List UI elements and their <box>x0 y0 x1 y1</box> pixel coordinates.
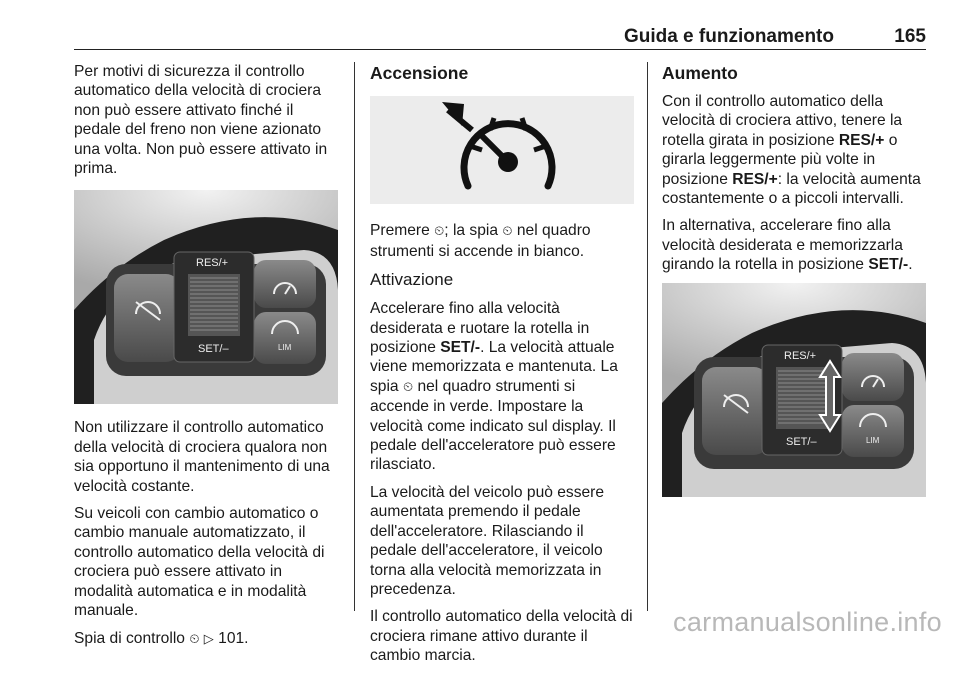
text-span: o girarla leggermente più volte in posizione <box>662 131 898 188</box>
lim-label: LIM <box>278 343 292 353</box>
text-span: ; la spia <box>444 222 499 240</box>
set-label: SET/– <box>198 343 229 356</box>
paragraph <box>662 216 926 274</box>
header-rule <box>74 49 926 50</box>
page-ref: 101. <box>218 629 249 647</box>
paragraph: Su veicoli con cambio automatico o cambio manuale automatizzato, il controllo automatico della velocità di crociera può essere attivato in modalità automatica e in modalità manuale. <box>74 505 325 620</box>
page-number: 165 <box>894 26 926 47</box>
set-label: SET/– <box>786 435 817 448</box>
header-title: Guida e funzionamento <box>623 26 834 47</box>
text-span: Accelerare fino alla velocità desiderata e ruotare la rotella in posizione <box>370 300 590 357</box>
paragraph: La velocità del veicolo può essere aumentata premendo il pedale dell'acceleratore. Rilasciando il pedale dell'acceleratore, il veicolo torna alla velocità memorizzata in precedenza. <box>370 483 605 598</box>
cruise-control-icon: ⏲ <box>502 224 513 240</box>
set-position-label: SET/- <box>868 256 909 274</box>
paragraph <box>74 629 338 649</box>
column-1 <box>74 62 338 657</box>
res-label: RES/+ <box>784 349 817 362</box>
cruise-control-icon: ⏲ <box>402 379 414 395</box>
page-header <box>74 0 926 50</box>
paragraph <box>370 221 634 261</box>
text-span: nel quadro strumenti si accende in verde. Impostare la velocità come indicato sul display. Il pedale dell'acceleratore può essere rilasciato. <box>370 377 616 474</box>
steering-wheel-controls-photo <box>74 190 338 404</box>
watermark: carmanualsonline.info <box>673 607 942 637</box>
cruise-control-icon: ⏲ <box>434 224 445 240</box>
paragraph: Non utilizzare il controllo automatico della velocità di crociera qualora non sia opportuno il mantenimento di una velocità costante. <box>74 419 330 495</box>
section-heading: Aumento <box>662 63 738 83</box>
section-heading: Accensione <box>370 63 469 83</box>
column-3 <box>662 62 926 509</box>
text-span: Con il controllo automatico della velocità di crociera attivo, tenere la rotella girata in posizione <box>662 93 903 149</box>
paragraph <box>370 299 634 475</box>
cruise-control-icon <box>370 96 634 204</box>
steering-wheel-controls-photo <box>662 283 926 497</box>
section-subheading: Attivazione <box>370 270 454 290</box>
column-2 <box>370 62 634 674</box>
text-span: In alternativa, accelerare fino alla velocità desiderata e memorizzarla girando la rotella in posizione <box>662 217 903 274</box>
paragraph: Il controllo automatico della velocità di crociera rimane attivo durante il cambio marcia. <box>370 608 633 665</box>
paragraph: Per motivi di sicurezza il controllo automatico della velocità di crociera non può essere attivato finché il pedale del freno non viene azionato una volta. Non può essere attivato in prima. <box>74 63 328 178</box>
paragraph <box>662 92 926 208</box>
text-span: . La velocità attuale viene memorizzata e mantenuta. La spia <box>370 339 618 395</box>
text-span: Premere <box>370 222 430 240</box>
column-divider-1 <box>354 62 355 611</box>
res-position-label: RES/+ <box>732 170 778 188</box>
text-span: nel quadro strumenti si accende in bianco. <box>370 222 591 260</box>
res-label: RES/+ <box>196 257 229 270</box>
set-position-label: SET/- <box>440 339 481 357</box>
res-position-label: RES/+ <box>838 131 885 149</box>
cruise-control-icon: ⏲ <box>189 631 200 647</box>
text-span: : la velocità aumenta costantemente o a piccoli intervalli. <box>662 170 921 208</box>
lim-label: LIM <box>866 435 880 445</box>
column-divider-2 <box>647 62 648 611</box>
text-span: Spia di controllo <box>74 629 185 647</box>
reference-arrow-icon: ▷ <box>203 631 214 647</box>
text-span: . <box>908 256 913 274</box>
